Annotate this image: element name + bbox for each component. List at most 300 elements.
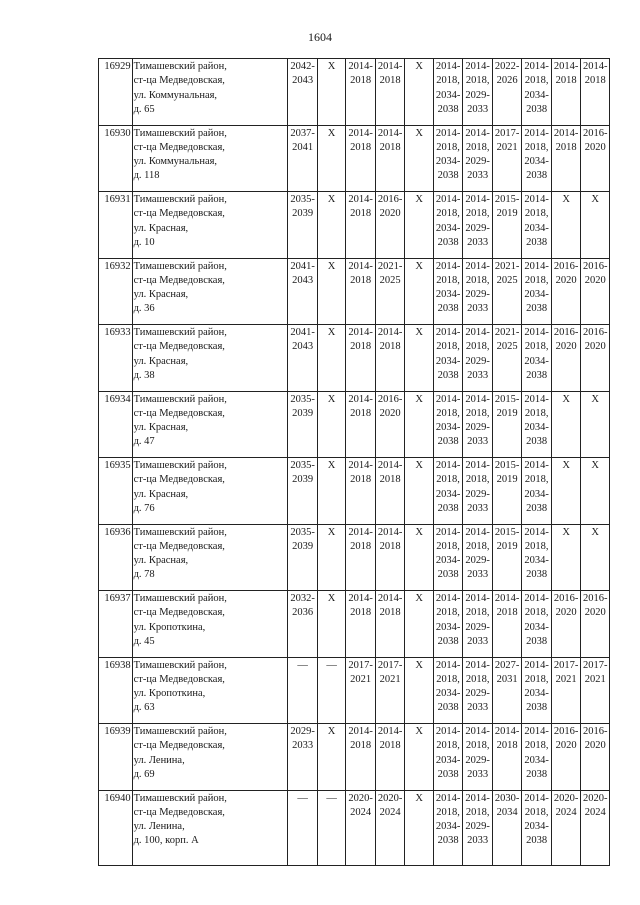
period-line: 2018,: [436, 208, 460, 220]
period-cell: [405, 524, 434, 591]
period-line: 2014-: [377, 460, 403, 471]
period-line: 2029-: [465, 156, 490, 168]
period-line: X: [415, 726, 423, 737]
period-line: 2043: [292, 274, 314, 286]
period-line: 2018,: [524, 75, 549, 87]
period-cell: [346, 458, 376, 525]
period-line: 2014-: [377, 526, 403, 538]
period-line: 2038: [526, 369, 548, 381]
period-cell: [463, 258, 493, 325]
period-cell: [581, 391, 610, 458]
period-cell: [551, 458, 581, 525]
period-line: 2029-: [465, 289, 490, 301]
period-line: 2033: [467, 702, 489, 714]
period-line: 2038: [526, 835, 548, 847]
period-line: 2014-: [465, 260, 490, 272]
address-line: Тимашевский район,: [133, 327, 227, 338]
period-cell: [522, 657, 552, 724]
period-line: X: [415, 127, 423, 139]
period-cell: [288, 724, 318, 791]
period-line: —: [326, 659, 337, 671]
period-cell: [288, 391, 318, 458]
period-line: 2038: [526, 170, 548, 182]
period-line: 2038: [437, 103, 459, 115]
period-cell: [317, 790, 346, 865]
period-line: 2014-: [524, 593, 549, 604]
table-row: [99, 524, 610, 591]
period-line: 2018: [584, 75, 606, 87]
address-cell: [132, 59, 288, 126]
period-cell: [433, 258, 463, 325]
period-line: 2025: [496, 274, 518, 286]
period-line: 2018,: [465, 540, 490, 552]
period-cell: [346, 258, 376, 325]
address-cell: [132, 325, 288, 392]
period-line: 2018,: [436, 474, 460, 486]
period-line: 2033: [467, 768, 489, 780]
table-row: [99, 790, 610, 865]
table-row: [99, 458, 610, 525]
record-number: 16934: [99, 391, 133, 458]
period-line: 2020-: [582, 792, 608, 804]
period-line: 2020: [555, 740, 577, 752]
period-line: 2015-: [494, 393, 520, 405]
period-cell: [581, 325, 610, 392]
period-line: 2014-: [348, 194, 373, 205]
period-cell: [433, 125, 463, 192]
period-cell: [405, 325, 434, 392]
period-cell: [522, 258, 552, 325]
period-line: 2018,: [524, 141, 549, 153]
period-line: 2021: [379, 673, 401, 685]
period-line: 2038: [437, 569, 459, 581]
period-line: X: [415, 194, 423, 205]
period-line: 2033: [467, 835, 489, 847]
period-cell: [346, 657, 376, 724]
period-line: 2033: [467, 236, 489, 248]
period-cell: [551, 325, 581, 392]
period-line: 2018,: [436, 806, 460, 818]
period-line: X: [591, 393, 600, 405]
period-line: 2018: [496, 740, 518, 752]
period-line: 2014-: [524, 61, 549, 72]
period-line: 2034-: [524, 555, 549, 567]
period-line: 2018: [496, 607, 518, 619]
period-cell: [492, 258, 522, 325]
period-line: 2014-: [524, 659, 549, 671]
address-line: д. 100, корп. А: [133, 835, 199, 847]
table-row: [99, 591, 610, 658]
period-line: 2014-: [435, 127, 461, 139]
period-line: 2018,: [436, 673, 460, 685]
period-line: 2021-: [377, 260, 403, 272]
address-line: ст-ца Медведовская,: [133, 607, 225, 619]
period-line: 2038: [526, 303, 548, 315]
address-line: Тимашевский район,: [133, 659, 227, 671]
address-line: ул. Коммунальная,: [133, 89, 218, 101]
period-line: 2014-: [524, 526, 549, 538]
period-cell: [317, 192, 346, 259]
period-line: 2034-: [524, 222, 549, 234]
record-number: 16932: [99, 258, 133, 325]
period-line: 2034-: [524, 355, 549, 367]
period-line: 2014-: [465, 460, 490, 471]
address-line: Тимашевский район,: [133, 726, 227, 737]
period-line: 2014-: [435, 593, 461, 604]
table-row: [99, 258, 610, 325]
address-line: ст-ца Медведовская,: [133, 274, 225, 286]
period-line: 2033: [467, 436, 489, 448]
period-line: 2018,: [465, 806, 490, 818]
period-cell: [551, 591, 581, 658]
period-cell: [288, 790, 318, 865]
address-line: ст-ца Медведовская,: [133, 474, 225, 486]
period-line: 2018,: [436, 274, 460, 286]
period-line: 2038: [526, 635, 548, 647]
period-cell: [288, 657, 318, 724]
period-cell: [433, 458, 463, 525]
period-cell: [288, 591, 318, 658]
period-line: 2018,: [524, 474, 549, 486]
period-cell: [317, 125, 346, 192]
period-line: 2039: [292, 407, 314, 419]
period-line: 2030-: [494, 792, 520, 804]
period-cell: [581, 524, 610, 591]
period-line: 2034-: [524, 156, 549, 168]
period-line: 2014-: [465, 526, 490, 538]
period-line: 2018,: [524, 274, 549, 286]
period-line: 2014-: [435, 792, 461, 804]
record-number: 16931: [99, 192, 133, 259]
period-line: 2034-: [524, 89, 549, 101]
period-cell: [433, 657, 463, 724]
period-line: 2020: [584, 341, 606, 353]
address-line: ул. Красная,: [133, 289, 189, 301]
period-cell: [375, 657, 405, 724]
address-line: д. 65: [133, 103, 155, 115]
address-line: д. 78: [133, 569, 155, 581]
period-cell: [375, 790, 405, 865]
period-line: 2033: [467, 103, 489, 115]
period-line: 2027-: [494, 659, 520, 671]
period-line: 2016-: [582, 260, 608, 272]
table-row: [99, 59, 610, 126]
address-line: Тимашевский район,: [133, 61, 227, 72]
period-cell: [463, 325, 493, 392]
period-cell: [288, 524, 318, 591]
record-number: 16933: [99, 325, 133, 392]
period-line: 2014-: [435, 526, 461, 538]
period-cell: [288, 59, 318, 126]
period-line: 2024: [350, 806, 372, 818]
period-line: 2014-: [377, 127, 403, 139]
address-cell: [132, 657, 288, 724]
period-line: 2014-: [524, 327, 549, 338]
period-cell: [375, 59, 405, 126]
address-line: ст-ца Медведовская,: [133, 208, 225, 220]
period-line: X: [327, 526, 336, 538]
table-row: [99, 391, 610, 458]
period-cell: [492, 325, 522, 392]
period-line: 2014-: [465, 61, 490, 72]
address-line: д. 38: [133, 369, 155, 381]
period-line: 2020-: [348, 792, 373, 804]
period-line: 2021: [584, 673, 606, 685]
period-line: 2034-: [435, 289, 461, 301]
address-line: ул. Красная,: [133, 488, 189, 500]
period-cell: [375, 391, 405, 458]
period-line: 2014-: [465, 194, 490, 205]
record-number: 16929: [99, 59, 133, 126]
address-line: д. 45: [133, 635, 155, 647]
period-cell: [433, 192, 463, 259]
period-cell: [288, 192, 318, 259]
period-line: 2020-: [553, 792, 579, 804]
period-cell: [405, 724, 434, 791]
address-line: ст-ца Медведовская,: [133, 740, 225, 752]
period-line: 2038: [437, 236, 459, 248]
period-line: 2016-: [582, 593, 608, 604]
period-cell: [463, 458, 493, 525]
period-line: 2038: [526, 436, 548, 448]
period-line: X: [327, 726, 336, 737]
period-line: 2014-: [465, 593, 490, 604]
period-line: 2020: [584, 740, 606, 752]
period-line: 2014-: [377, 593, 403, 604]
address-line: ул. Коммунальная,: [133, 156, 218, 168]
period-line: 2026: [496, 75, 518, 87]
period-cell: [346, 591, 376, 658]
period-line: 2018,: [524, 607, 549, 619]
period-line: 2033: [467, 502, 489, 514]
period-line: 2025: [496, 341, 518, 353]
period-line: 2024: [379, 806, 401, 818]
period-line: 2014-: [524, 260, 549, 272]
period-line: 2018,: [524, 673, 549, 685]
address-cell: [132, 724, 288, 791]
period-line: 2038: [437, 369, 459, 381]
period-cell: [551, 125, 581, 192]
period-line: 2021: [496, 141, 518, 153]
period-line: 2014-: [494, 726, 520, 737]
period-line: X: [415, 792, 423, 804]
address-line: ст-ца Медведовская,: [133, 673, 225, 685]
period-cell: [522, 192, 552, 259]
period-line: 2038: [437, 303, 459, 315]
period-line: 2016-: [377, 194, 403, 205]
period-cell: [581, 458, 610, 525]
period-cell: [581, 657, 610, 724]
period-line: 2018,: [436, 407, 460, 419]
period-line: 2018: [379, 740, 401, 752]
period-cell: [375, 258, 405, 325]
period-cell: [581, 724, 610, 791]
period-line: 2034-: [435, 222, 461, 234]
period-line: 2016-: [553, 327, 579, 338]
period-cell: [405, 125, 434, 192]
period-cell: [492, 125, 522, 192]
period-line: 2020-: [377, 792, 403, 804]
period-line: 2038: [526, 236, 548, 248]
period-cell: [317, 657, 346, 724]
period-line: 2018: [379, 607, 401, 619]
period-line: 2034-: [435, 821, 461, 833]
period-line: 2014-: [465, 659, 490, 671]
period-line: 2029-: [465, 422, 490, 434]
period-cell: [346, 325, 376, 392]
period-line: 2018: [350, 740, 372, 752]
period-cell: [522, 790, 552, 865]
period-line: 2014-: [465, 127, 490, 139]
period-line: 2029-: [465, 555, 490, 567]
period-cell: [463, 391, 493, 458]
period-line: 2014-: [348, 726, 373, 737]
address-cell: [132, 125, 288, 192]
period-cell: [288, 258, 318, 325]
address-cell: [132, 192, 288, 259]
period-line: 2014-: [553, 127, 579, 139]
period-line: 2021: [555, 673, 577, 685]
period-line: 2038: [526, 502, 548, 514]
period-line: 2034-: [435, 89, 461, 101]
period-line: X: [327, 593, 336, 604]
period-line: 2029-: [290, 726, 315, 737]
period-line: 2035-: [290, 526, 315, 538]
period-line: X: [327, 460, 336, 471]
period-line: 2032-: [290, 593, 315, 604]
address-line: ст-ца Медведовская,: [133, 141, 225, 153]
period-line: 2014-: [348, 526, 373, 538]
period-line: 2018: [350, 208, 372, 220]
period-cell: [463, 591, 493, 658]
period-cell: [288, 125, 318, 192]
period-line: 2018,: [524, 407, 549, 419]
period-line: X: [415, 260, 423, 272]
period-line: 2014-: [348, 393, 373, 405]
period-cell: [433, 724, 463, 791]
period-line: 2014-: [435, 726, 461, 737]
period-line: 2017-: [553, 659, 579, 671]
period-line: 2021-: [494, 260, 520, 272]
table-row: [99, 325, 610, 392]
period-line: X: [327, 260, 336, 272]
period-line: 2041-: [290, 327, 315, 338]
period-cell: [375, 724, 405, 791]
period-cell: [551, 391, 581, 458]
period-line: 2020: [555, 274, 577, 286]
period-line: 2014-: [377, 726, 403, 737]
period-line: X: [562, 194, 570, 205]
period-line: 2014-: [435, 460, 461, 471]
address-cell: [132, 790, 288, 865]
period-line: 2038: [437, 635, 459, 647]
period-line: 2036: [292, 607, 314, 619]
period-line: 2018,: [436, 740, 460, 752]
period-line: 2018,: [465, 474, 490, 486]
period-cell: [581, 591, 610, 658]
period-line: X: [415, 327, 423, 338]
period-line: 2018: [350, 141, 372, 153]
period-cell: [581, 192, 610, 259]
period-cell: [492, 591, 522, 658]
period-cell: [317, 258, 346, 325]
address-cell: [132, 258, 288, 325]
period-line: 2024: [555, 806, 577, 818]
period-line: 2018,: [436, 607, 460, 619]
address-line: ул. Кропоткина,: [133, 621, 206, 633]
period-cell: [522, 391, 552, 458]
period-cell: [375, 125, 405, 192]
address-cell: [132, 458, 288, 525]
period-cell: [463, 192, 493, 259]
period-line: 2034-: [524, 621, 549, 633]
address-line: Тимашевский район,: [133, 593, 227, 604]
period-line: 2016-: [582, 327, 608, 338]
period-cell: [375, 524, 405, 591]
period-line: 2018,: [436, 341, 460, 353]
period-cell: [551, 524, 581, 591]
period-cell: [433, 524, 463, 591]
period-line: 2018: [350, 474, 372, 486]
period-line: 2014-: [465, 726, 490, 737]
period-line: 2018,: [465, 141, 490, 153]
address-line: Тимашевский район,: [133, 526, 227, 538]
period-line: 2019: [496, 208, 518, 220]
address-cell: [132, 391, 288, 458]
period-cell: [551, 258, 581, 325]
period-cell: [288, 325, 318, 392]
period-cell: [346, 192, 376, 259]
period-line: 2014-: [524, 127, 549, 139]
period-line: 2029-: [465, 89, 490, 101]
record-number: 16937: [99, 591, 133, 658]
period-line: 2021-: [494, 327, 520, 338]
period-line: 2038: [437, 835, 459, 847]
period-line: 2018,: [436, 75, 460, 87]
period-line: X: [327, 194, 336, 205]
period-line: 2035-: [290, 460, 315, 471]
period-line: 2018,: [524, 540, 549, 552]
period-line: 2016-: [582, 726, 608, 737]
period-line: 2018,: [465, 75, 490, 87]
address-line: Тимашевский район,: [133, 194, 227, 205]
period-line: X: [562, 393, 570, 405]
period-line: 2015-: [494, 526, 520, 538]
period-cell: [346, 125, 376, 192]
period-cell: [346, 524, 376, 591]
period-cell: [551, 724, 581, 791]
address-line: Тимашевский район,: [133, 260, 227, 272]
period-line: 2037-: [290, 127, 315, 139]
period-cell: [463, 524, 493, 591]
period-cell: [405, 391, 434, 458]
period-cell: [375, 591, 405, 658]
period-line: 2034: [496, 806, 518, 818]
period-line: 2021: [350, 673, 372, 685]
period-line: 2020: [379, 407, 401, 419]
record-number: 16939: [99, 724, 133, 791]
period-line: 2029-: [465, 754, 490, 766]
period-line: 2019: [496, 474, 518, 486]
period-line: 2038: [526, 702, 548, 714]
period-line: X: [562, 460, 570, 471]
period-line: 2020: [584, 274, 606, 286]
period-line: 2018: [379, 474, 401, 486]
period-cell: [375, 325, 405, 392]
period-line: 2018: [555, 75, 577, 87]
period-line: X: [327, 127, 336, 139]
period-line: 2014-: [524, 792, 549, 804]
